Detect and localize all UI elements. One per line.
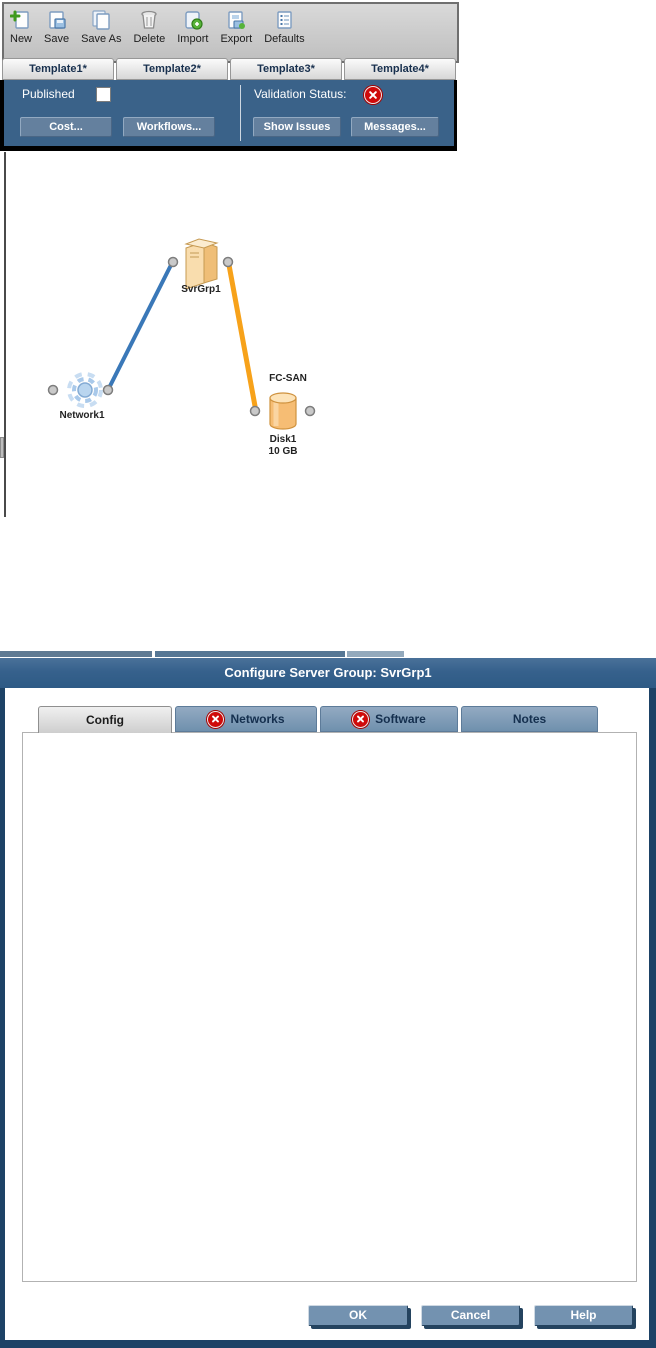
delete-button[interactable] bbox=[133, 9, 165, 45]
workflows-panel-button[interactable]: Workflows... bbox=[123, 117, 215, 137]
software-error-icon bbox=[352, 711, 369, 728]
panel-divider bbox=[240, 85, 241, 141]
show-issues-button[interactable]: Show Issues bbox=[253, 117, 341, 137]
tab-config[interactable] bbox=[38, 706, 172, 733]
ok-button[interactable]: OK bbox=[308, 1305, 408, 1326]
network-label: Network1 bbox=[59, 410, 105, 421]
server-group-label: SvrGrp1 bbox=[181, 284, 221, 295]
export-button[interactable] bbox=[220, 9, 252, 45]
import-icon bbox=[182, 9, 204, 31]
save-icon bbox=[46, 9, 68, 31]
save-as-icon bbox=[90, 9, 112, 31]
messages-button[interactable]: Messages... bbox=[351, 117, 439, 137]
tab-template3[interactable]: Template3* bbox=[230, 58, 342, 80]
export-label: Export bbox=[220, 33, 253, 45]
template-control-panel bbox=[0, 80, 457, 151]
tab-notes[interactable] bbox=[461, 706, 598, 732]
edge-svrgrp1-disk1[interactable] bbox=[229, 265, 255, 406]
validation-error-icon bbox=[364, 86, 382, 104]
edge-label-fc-san: FC-SAN bbox=[269, 373, 307, 384]
save-as-label: Save As bbox=[81, 33, 122, 45]
disk-size-label: 10 GB bbox=[268, 446, 298, 457]
toolbar bbox=[2, 2, 459, 63]
tab-template4[interactable]: Template4* bbox=[344, 58, 456, 80]
export-icon bbox=[225, 9, 247, 31]
new-button[interactable] bbox=[10, 9, 32, 45]
node-server-group[interactable] bbox=[186, 239, 217, 289]
published-checkbox[interactable] bbox=[96, 87, 111, 102]
tab-template2[interactable]: Template2* bbox=[116, 58, 228, 80]
cost-button[interactable]: Cost... bbox=[20, 117, 112, 137]
import-button[interactable] bbox=[177, 9, 208, 45]
save-label: Save bbox=[44, 33, 70, 45]
defaults-button[interactable] bbox=[264, 9, 304, 45]
node-disk[interactable] bbox=[270, 393, 296, 429]
import-label: Import bbox=[177, 33, 209, 45]
design-canvas[interactable] bbox=[0, 152, 457, 518]
obscured-window-edge bbox=[155, 651, 345, 657]
edge-network1-svrgrp1[interactable] bbox=[108, 265, 171, 390]
defaults-label: Defaults bbox=[264, 33, 305, 45]
help-button[interactable]: Help bbox=[534, 1305, 633, 1326]
tab-networks[interactable] bbox=[175, 706, 317, 732]
save-button[interactable] bbox=[44, 9, 69, 45]
tab-software-label: Software bbox=[375, 712, 426, 726]
dialog-title: Configure Server Group: SvrGrp1 bbox=[0, 658, 656, 688]
tab-software[interactable] bbox=[320, 706, 458, 732]
tab-template1[interactable]: Template1* bbox=[2, 58, 114, 80]
delete-label: Delete bbox=[133, 33, 166, 45]
tab-notes-label: Notes bbox=[512, 712, 547, 726]
obscured-window-edge bbox=[347, 651, 404, 657]
delete-trash-icon bbox=[138, 9, 160, 31]
validation-status-label: Validation Status: bbox=[254, 87, 347, 101]
disk-label: Disk1 bbox=[269, 434, 297, 445]
tab-config-label: Config bbox=[86, 713, 124, 727]
networks-error-icon bbox=[207, 711, 224, 728]
published-label: Published bbox=[22, 87, 75, 101]
save-as-button[interactable] bbox=[81, 9, 121, 45]
obscured-window-edge bbox=[0, 651, 152, 657]
node-network[interactable] bbox=[69, 374, 101, 406]
cancel-button[interactable]: Cancel bbox=[421, 1305, 520, 1326]
defaults-icon bbox=[273, 9, 295, 31]
config-tab-panel bbox=[22, 732, 637, 1282]
tab-networks-label: Networks bbox=[230, 712, 285, 726]
new-document-icon bbox=[10, 9, 32, 31]
new-label: New bbox=[10, 33, 33, 45]
